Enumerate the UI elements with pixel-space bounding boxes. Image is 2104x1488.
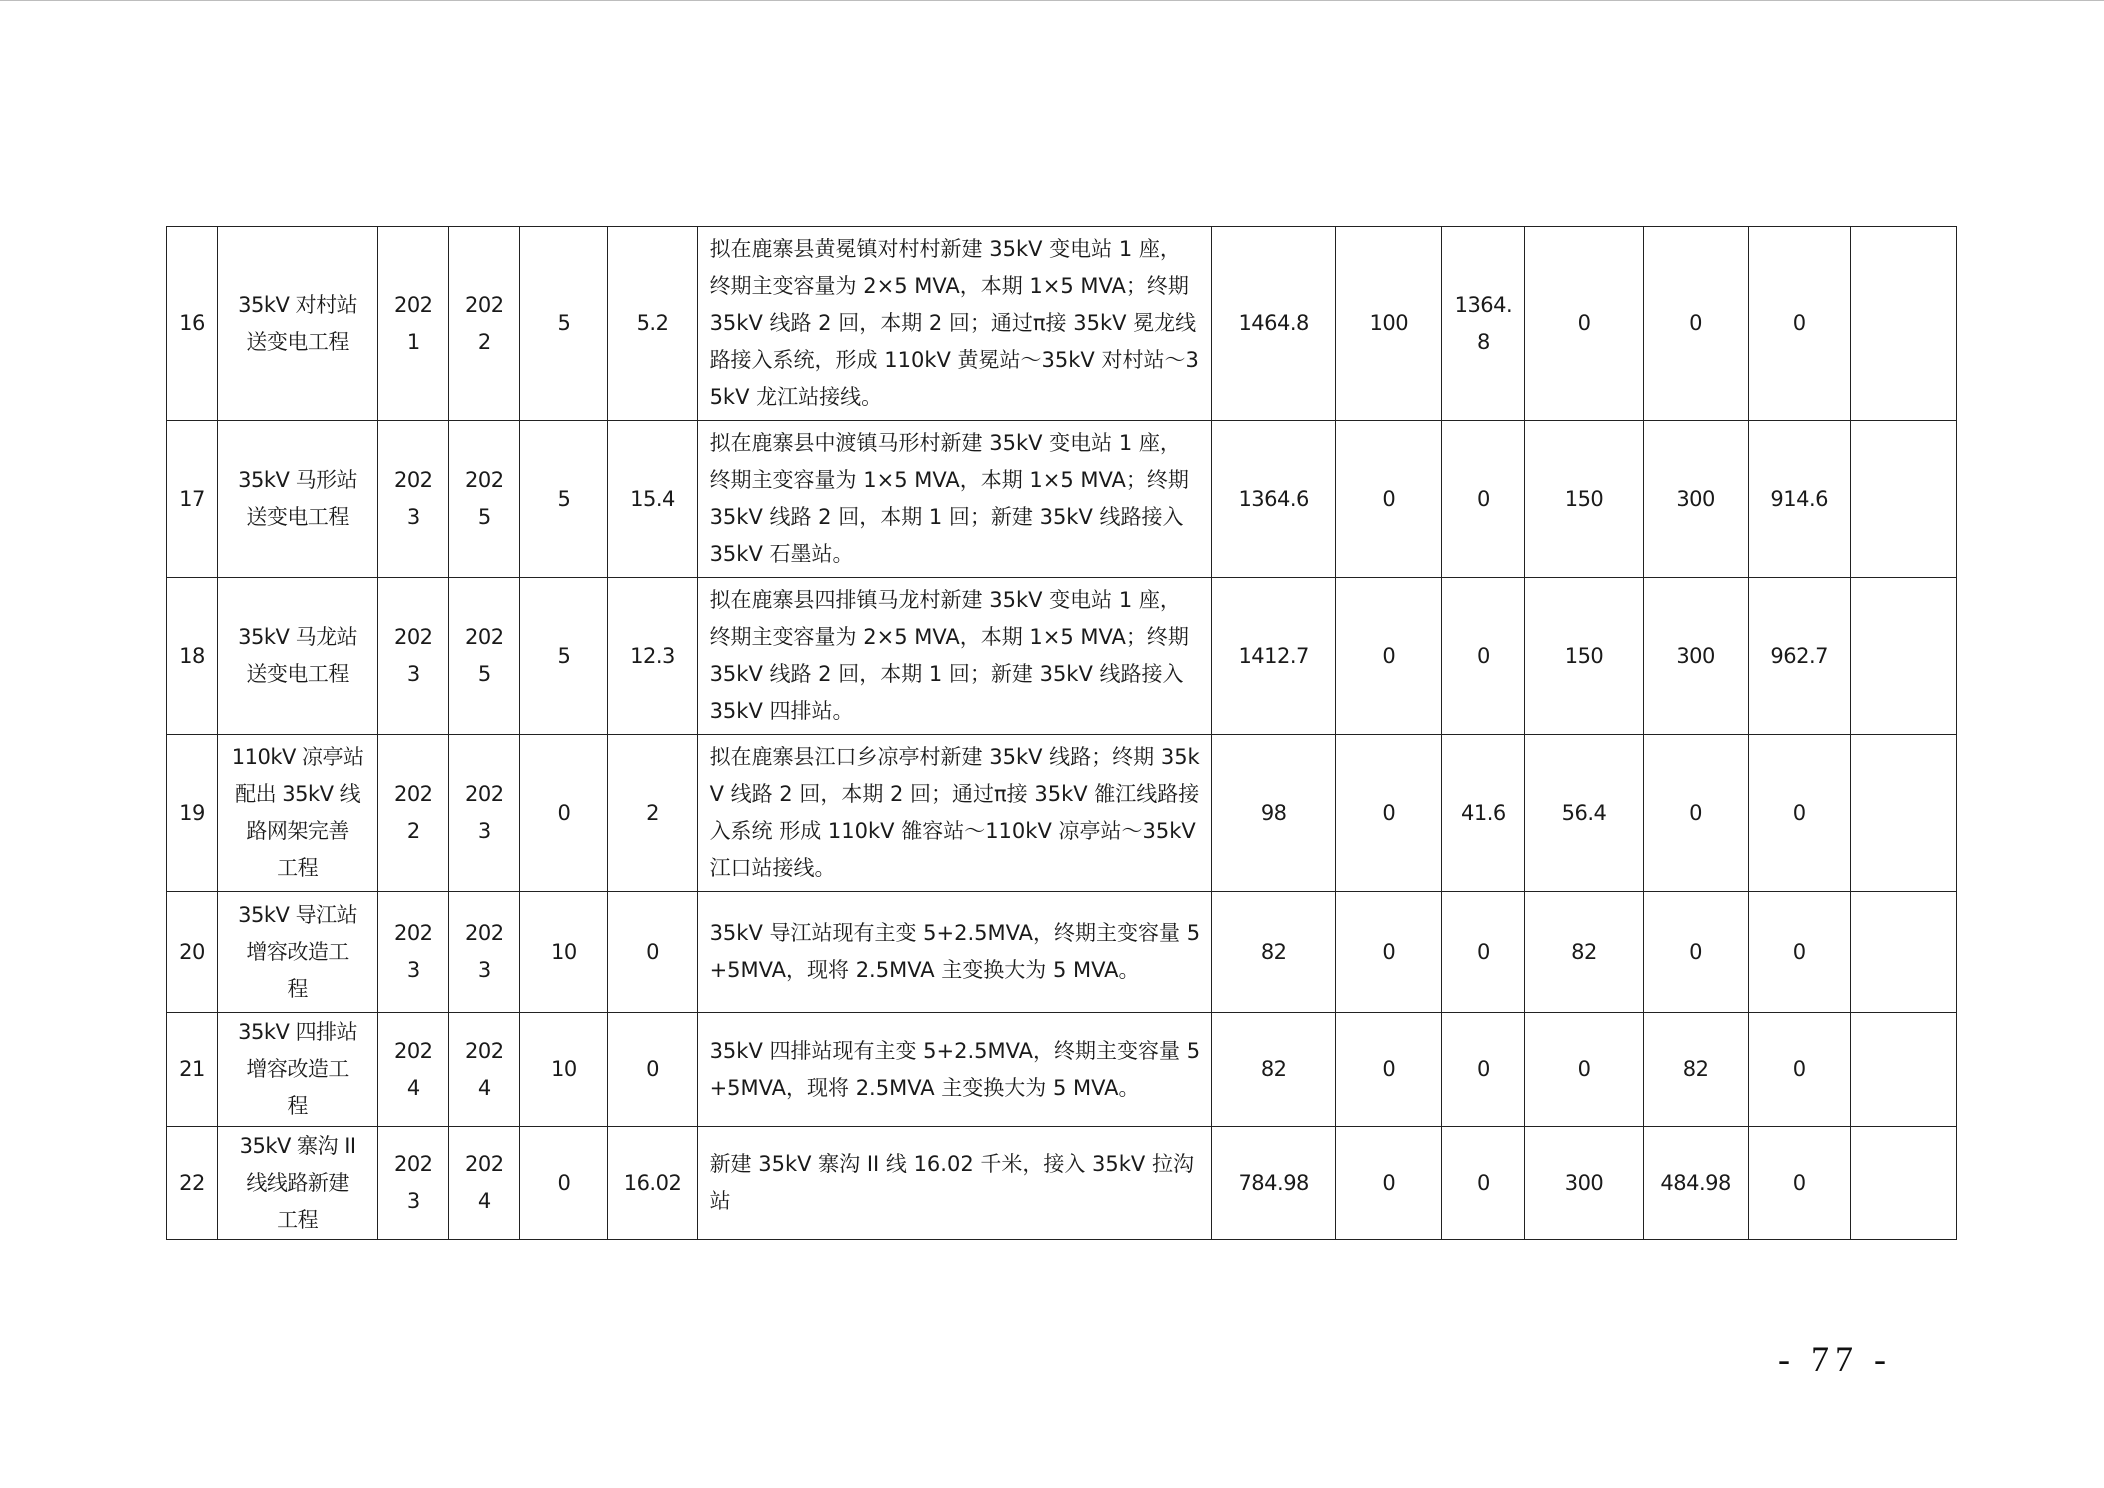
capacity-text: 10 xyxy=(551,939,577,964)
investment-year-4-text: 82 xyxy=(1682,1057,1709,1081)
investment-year-3-text: 0 xyxy=(1577,1057,1591,1081)
investment-year-5-cell xyxy=(1748,1013,1850,1127)
capacity-cell xyxy=(520,1013,608,1127)
investment-year-1-cell xyxy=(1336,892,1442,1013)
total-investment-text: 82 xyxy=(1260,939,1287,964)
start-year-cell xyxy=(378,1127,449,1240)
project-description-cell xyxy=(697,1127,1212,1240)
investment-year-1-text: 0 xyxy=(1382,800,1396,825)
remarks-cell xyxy=(1850,227,1956,421)
page-top-rule xyxy=(0,0,2104,1)
investment-year-2-cell xyxy=(1442,1013,1525,1127)
total-investment-text: 1464.8 xyxy=(1238,311,1309,335)
investment-year-5-text: 962.7 xyxy=(1770,643,1829,668)
start-year-text: 202 3 xyxy=(393,1152,433,1213)
investment-year-1-text: 0 xyxy=(1382,1057,1396,1081)
row-number-text: 21 xyxy=(179,1057,205,1081)
capacity-text: 10 xyxy=(551,1057,577,1081)
project-description-text: 35kV 导江站现有主变 5+2.5MVA，终期主变容量 5+5MVA，现将 2.5MVA 主变换大为 5 MVA。 xyxy=(709,921,1201,982)
investment-year-4-cell xyxy=(1643,1127,1748,1240)
investment-year-5-cell xyxy=(1748,892,1850,1013)
investment-year-4-cell xyxy=(1643,735,1748,892)
investment-year-2-cell xyxy=(1442,892,1525,1013)
project-table xyxy=(166,226,1957,1240)
capacity-cell xyxy=(520,892,608,1013)
investment-year-2-cell xyxy=(1442,1127,1525,1240)
investment-year-5-cell xyxy=(1748,1127,1850,1240)
project-description-text: 拟在鹿寨县四排镇马龙村新建 35kV 变电站 1 座，终期主变容量为 2×5 MVA，本期 1×5 MVA；终期 35kV 线路 2 回，本期 1 回；新建 35kV 线路接入 35kV 四排站。 xyxy=(709,588,1189,723)
project-name-text: 35kV 导江站 增容改造工 程 xyxy=(238,902,358,1001)
line-length-text: 15.4 xyxy=(630,486,675,511)
investment-year-3-cell xyxy=(1525,578,1643,735)
investment-year-1-text: 0 xyxy=(1382,939,1396,964)
row-number-cell xyxy=(167,227,218,421)
line-length-cell xyxy=(608,421,697,578)
start-year-cell xyxy=(378,421,449,578)
investment-year-4-cell xyxy=(1643,892,1748,1013)
project-description-cell xyxy=(697,1013,1212,1127)
table-row xyxy=(167,892,1957,1013)
investment-year-5-cell xyxy=(1748,578,1850,735)
row-number-text: 17 xyxy=(179,486,205,511)
total-investment-text: 784.98 xyxy=(1238,1170,1309,1195)
remarks-cell xyxy=(1850,1013,1956,1127)
end-year-text: 202 4 xyxy=(465,1038,504,1100)
line-length-cell xyxy=(608,735,697,892)
investment-year-5-text: 0 xyxy=(1792,311,1806,335)
investment-year-1-cell xyxy=(1336,421,1442,578)
investment-year-4-text: 0 xyxy=(1689,939,1703,964)
end-year-cell xyxy=(449,892,520,1013)
investment-year-3-text: 150 xyxy=(1564,643,1604,668)
remarks-cell xyxy=(1850,735,1956,892)
row-number-cell xyxy=(167,892,218,1013)
line-length-cell xyxy=(608,578,697,735)
end-year-cell xyxy=(449,1013,520,1127)
line-length-cell xyxy=(608,1127,697,1240)
investment-year-5-cell xyxy=(1748,735,1850,892)
project-description-text: 拟在鹿寨县中渡镇马形村新建 35kV 变电站 1 座，终期主变容量为 1×5 MVA，本期 1×5 MVA；终期 35kV 线路 2 回，本期 1 回；新建 35kV 线路接入 35kV 石墨站。 xyxy=(709,431,1189,566)
row-number-cell xyxy=(167,1127,218,1240)
investment-year-5-text: 914.6 xyxy=(1770,486,1829,511)
table-row xyxy=(167,1127,1957,1240)
investment-year-4-cell xyxy=(1643,421,1748,578)
investment-year-2-text: 0 xyxy=(1476,1057,1490,1081)
investment-year-3-cell xyxy=(1525,421,1643,578)
investment-year-1-cell xyxy=(1336,735,1442,892)
investment-year-2-text: 0 xyxy=(1476,1170,1490,1195)
investment-year-3-text: 0 xyxy=(1577,311,1591,335)
row-number-cell xyxy=(167,735,218,892)
row-number-text: 20 xyxy=(179,939,205,964)
project-description-text: 35kV 四排站现有主变 5+2.5MVA，终期主变容量 5+5MVA，现将 2.5MVA 主变换大为 5 MVA。 xyxy=(709,1038,1201,1100)
project-name-text: 110kV 凉亭站 配出 35kV 线 路网架完善 工程 xyxy=(231,745,364,880)
capacity-cell xyxy=(520,1127,608,1240)
project-name-text: 35kV 马龙站 送变电工程 xyxy=(238,625,358,686)
project-name-cell xyxy=(218,892,378,1013)
table-row xyxy=(167,1013,1957,1127)
table-row xyxy=(167,578,1957,735)
row-number-cell xyxy=(167,1013,218,1127)
start-year-text: 202 2 xyxy=(393,782,433,843)
remarks-cell xyxy=(1850,578,1956,735)
project-name-text: 35kV 寨沟 II 线线路新建 工程 xyxy=(239,1133,356,1232)
total-investment-cell xyxy=(1212,735,1336,892)
total-investment-text: 1364.6 xyxy=(1238,486,1309,511)
table-row xyxy=(167,227,1957,421)
line-length-text: 0 xyxy=(646,939,659,964)
total-investment-cell xyxy=(1212,892,1336,1013)
capacity-cell xyxy=(520,578,608,735)
investment-year-1-text: 100 xyxy=(1369,311,1409,335)
project-name-cell xyxy=(218,578,378,735)
investment-year-1-text: 0 xyxy=(1382,643,1396,668)
investment-year-2-cell xyxy=(1442,578,1525,735)
end-year-cell xyxy=(449,1127,520,1240)
line-length-cell xyxy=(608,227,697,421)
investment-year-1-cell xyxy=(1336,1013,1442,1127)
remarks-cell xyxy=(1850,421,1956,578)
investment-year-2-text: 0 xyxy=(1476,939,1490,964)
end-year-cell xyxy=(449,227,520,421)
investment-year-3-cell xyxy=(1525,892,1643,1013)
end-year-cell xyxy=(449,735,520,892)
investment-year-5-cell xyxy=(1748,421,1850,578)
investment-year-1-cell xyxy=(1336,578,1442,735)
end-year-cell xyxy=(449,578,520,735)
investment-year-3-cell xyxy=(1525,735,1643,892)
row-number-text: 19 xyxy=(179,800,205,825)
investment-year-2-text: 41.6 xyxy=(1461,800,1506,825)
project-name-cell xyxy=(218,227,378,421)
start-year-cell xyxy=(378,735,449,892)
investment-year-4-cell xyxy=(1643,578,1748,735)
investment-year-2-text: 1364. 8 xyxy=(1454,292,1513,354)
end-year-cell xyxy=(449,421,520,578)
total-investment-text: 1412.7 xyxy=(1238,643,1309,668)
table-row xyxy=(167,421,1957,578)
row-number-text: 22 xyxy=(179,1170,205,1195)
start-year-text: 202 1 xyxy=(393,292,433,354)
end-year-text: 202 2 xyxy=(465,292,504,354)
total-investment-cell xyxy=(1212,421,1336,578)
investment-year-1-text: 0 xyxy=(1382,486,1396,511)
line-length-cell xyxy=(608,892,697,1013)
remarks-cell xyxy=(1850,892,1956,1013)
project-name-cell xyxy=(218,1013,378,1127)
investment-year-3-text: 150 xyxy=(1564,486,1604,511)
end-year-text: 202 3 xyxy=(465,782,504,843)
start-year-cell xyxy=(378,578,449,735)
start-year-text: 202 4 xyxy=(393,1038,433,1100)
total-investment-text: 82 xyxy=(1260,1057,1287,1081)
start-year-text: 202 3 xyxy=(393,921,433,982)
project-description-cell xyxy=(697,892,1212,1013)
table-row xyxy=(167,735,1957,892)
investment-year-2-cell xyxy=(1442,735,1525,892)
investment-year-3-text: 82 xyxy=(1571,939,1597,964)
investment-year-3-text: 300 xyxy=(1564,1170,1604,1195)
capacity-text: 5 xyxy=(557,643,571,668)
investment-year-1-cell xyxy=(1336,227,1442,421)
project-description-text: 新建 35kV 寨沟 II 线 16.02 千米，接入 35kV 拉沟站 xyxy=(709,1152,1194,1213)
line-length-text: 12.3 xyxy=(630,643,675,668)
line-length-text: 5.2 xyxy=(636,311,669,335)
investment-year-3-cell xyxy=(1525,1127,1643,1240)
project-name-text: 35kV 对村站 送变电工程 xyxy=(238,292,358,354)
start-year-text: 202 3 xyxy=(393,625,433,686)
investment-year-4-text: 300 xyxy=(1676,643,1715,668)
investment-year-5-text: 0 xyxy=(1792,1170,1806,1195)
line-length-text: 2 xyxy=(646,800,659,825)
project-name-cell xyxy=(218,421,378,578)
investment-year-3-text: 56.4 xyxy=(1561,800,1607,825)
page-number: - 77 - xyxy=(1778,1339,1892,1379)
total-investment-cell xyxy=(1212,1013,1336,1127)
total-investment-cell xyxy=(1212,578,1336,735)
project-description-text: 拟在鹿寨县江口乡凉亭村新建 35kV 线路；终期 35kV 线路 2 回，本期 2 回；通过π接 35kV 雒江线路接入系统 形成 110kV 雒容站～110kV 凉亭站～35kV 江口站接线。 xyxy=(709,745,1200,880)
total-investment-cell xyxy=(1212,227,1336,421)
project-description-cell xyxy=(697,735,1212,892)
project-name-cell xyxy=(218,735,378,892)
end-year-text: 202 3 xyxy=(465,921,504,982)
project-description-text: 拟在鹿寨县黄冕镇对村村新建 35kV 变电站 1 座，终期主变容量为 2×5 MVA，本期 1×5 MVA；终期 35kV 线路 2 回，本期 2 回；通过π接 35kV 冕龙线路接入系统，形成 110kV 黄冕站～35kV 对村站～35kV 龙江站接线。 xyxy=(709,237,1199,409)
investment-year-5-text: 0 xyxy=(1792,939,1806,964)
end-year-text: 202 5 xyxy=(465,468,504,529)
project-description-cell xyxy=(697,578,1212,735)
row-number-cell xyxy=(167,578,218,735)
project-description-cell xyxy=(697,227,1212,421)
capacity-cell xyxy=(520,421,608,578)
end-year-text: 202 4 xyxy=(465,1152,504,1213)
investment-year-2-cell xyxy=(1442,227,1525,421)
capacity-text: 5 xyxy=(557,311,571,335)
row-number-text: 18 xyxy=(179,643,205,668)
start-year-cell xyxy=(378,1013,449,1127)
investment-year-4-text: 0 xyxy=(1689,800,1703,825)
investment-year-5-text: 0 xyxy=(1792,1057,1806,1081)
capacity-text: 5 xyxy=(557,486,571,511)
line-length-text: 16.02 xyxy=(623,1170,682,1195)
line-length-cell xyxy=(608,1013,697,1127)
investment-year-4-text: 300 xyxy=(1676,486,1715,511)
project-name-cell xyxy=(218,1127,378,1240)
start-year-cell xyxy=(378,227,449,421)
investment-year-2-cell xyxy=(1442,421,1525,578)
start-year-cell xyxy=(378,892,449,1013)
investment-year-4-cell xyxy=(1643,1013,1748,1127)
capacity-cell xyxy=(520,735,608,892)
line-length-text: 0 xyxy=(646,1057,659,1081)
project-name-text: 35kV 四排站 增容改造工 程 xyxy=(238,1020,358,1118)
investment-year-2-text: 0 xyxy=(1476,643,1490,668)
capacity-text: 0 xyxy=(557,1170,571,1195)
investment-year-4-text: 484.98 xyxy=(1660,1170,1731,1195)
investment-year-2-text: 0 xyxy=(1476,486,1490,511)
investment-year-1-text: 0 xyxy=(1382,1170,1396,1195)
project-description-cell xyxy=(697,421,1212,578)
investment-year-4-text: 0 xyxy=(1689,311,1703,335)
investment-year-3-cell xyxy=(1525,1013,1643,1127)
capacity-text: 0 xyxy=(557,800,571,825)
start-year-text: 202 3 xyxy=(393,468,433,529)
project-name-text: 35kV 马形站 送变电工程 xyxy=(238,468,358,529)
end-year-text: 202 5 xyxy=(465,625,504,686)
investment-year-5-text: 0 xyxy=(1792,800,1806,825)
total-investment-cell xyxy=(1212,1127,1336,1240)
investment-year-3-cell xyxy=(1525,227,1643,421)
total-investment-text: 98 xyxy=(1260,800,1287,825)
capacity-cell xyxy=(520,227,608,421)
investment-year-5-cell xyxy=(1748,227,1850,421)
row-number-cell xyxy=(167,421,218,578)
row-number-text: 16 xyxy=(179,311,205,335)
remarks-cell xyxy=(1850,1127,1956,1240)
investment-year-1-cell xyxy=(1336,1127,1442,1240)
investment-year-4-cell xyxy=(1643,227,1748,421)
